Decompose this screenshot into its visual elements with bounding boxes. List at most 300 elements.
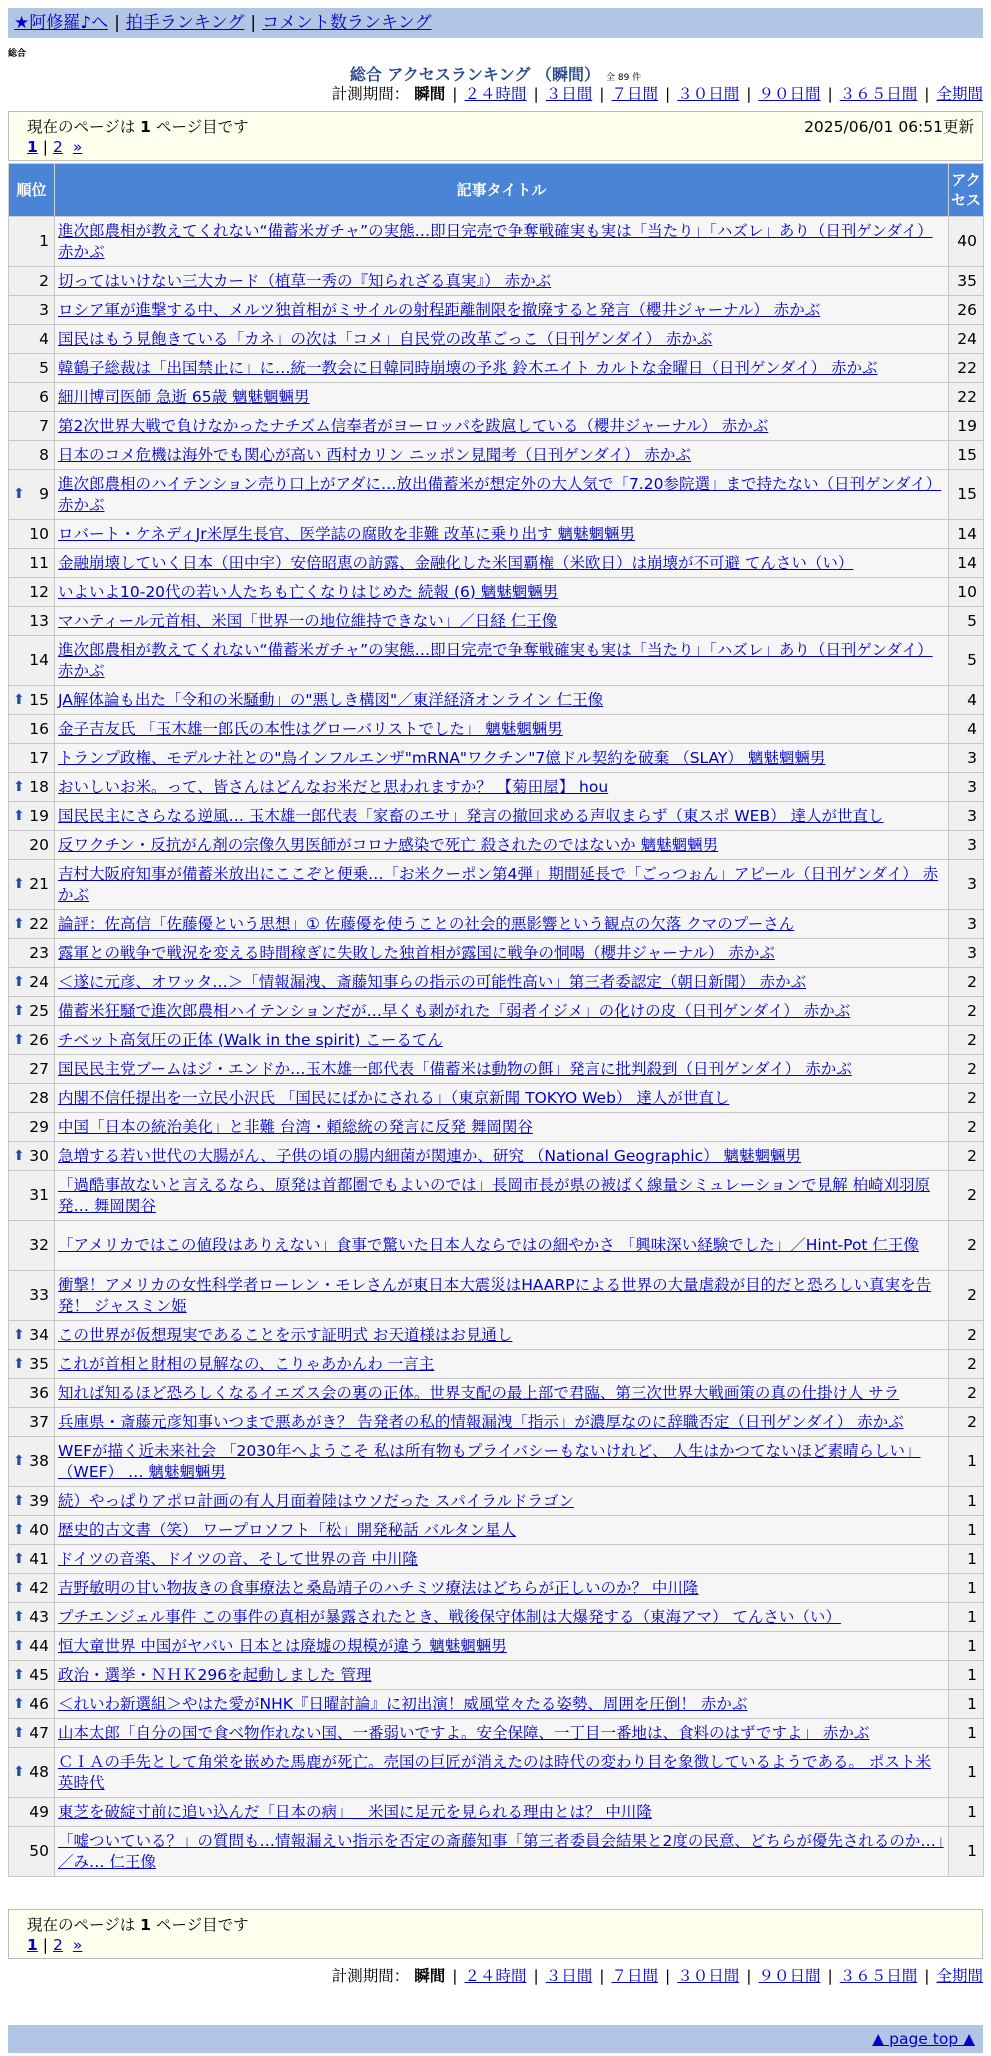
table-row	[9, 1827, 984, 1877]
access-count: 3	[949, 939, 984, 968]
rank-number: 4	[39, 329, 49, 348]
article-title-link[interactable]: 国民民主にさらなる逆風… 玉木雄一郎代表「家畜のエサ」発言の撤回求める声収まらず（東スポ WEB） 達人が世直し	[58, 806, 884, 825]
rank-cell	[9, 1379, 55, 1408]
ranking-title-block	[0, 62, 991, 85]
access-count: 1	[949, 1719, 984, 1748]
access-count: 1	[949, 1437, 984, 1487]
rank-up-arrow-icon: ⬆	[13, 1666, 25, 1683]
rank-number: 47	[29, 1723, 49, 1742]
rank-number: 30	[29, 1146, 49, 1165]
rank-cell	[9, 325, 55, 354]
table-row	[9, 1026, 984, 1055]
title-cell	[55, 802, 949, 831]
title-cell	[55, 1221, 949, 1271]
table-row	[9, 1748, 984, 1798]
article-title-link[interactable]: 「嘘ついている？」の質問も…情報漏えい指示を否定の斎藤知事「第三者委員会結果と2度の民意、どちらが優先されるのか…」／み… 仁王像	[58, 1831, 944, 1871]
table-row	[9, 1661, 984, 1690]
article-title-link[interactable]: ロシア軍が進撃する中、メルツ独首相がミサイルの射程距離制限を撤廃すると発言（櫻井ジャーナル） 赤かぶ	[58, 300, 821, 319]
rank-number: 5	[39, 358, 49, 377]
article-title-link[interactable]: 急増する若い世代の大腸がん、子供の頃の腸内細菌が関連か、研究 （National Geographic） 魑魅魍魎男	[58, 1146, 802, 1165]
period-bottom-365d-link[interactable]: ３６５日間	[839, 1967, 918, 1985]
article-title-link[interactable]: JA解体論も出た「令和の米騒動」の"悪しき構図"／東洋経済オンライン 仁王像	[58, 690, 604, 709]
title-cell	[55, 1113, 949, 1142]
rank-cell	[9, 578, 55, 607]
table-row	[9, 1084, 984, 1113]
rank-up-arrow-icon: ⬆	[13, 1002, 25, 1019]
access-count: 1	[949, 1798, 984, 1827]
table-row	[9, 744, 984, 773]
rank-cell	[9, 549, 55, 578]
access-count: 1	[949, 1748, 984, 1798]
rank-cell	[9, 383, 55, 412]
article-title-link[interactable]: 歴史的古文書（笑） ワープロソフト「松」開発秘話 バルタン星人	[58, 1520, 516, 1539]
rank-up-arrow-icon: ⬆	[13, 1326, 25, 1343]
pager-next-arrow[interactable]: »	[72, 138, 83, 156]
rank-number: 12	[29, 582, 49, 601]
rank-number: 50	[29, 1842, 49, 1860]
rank-number: 40	[29, 1520, 49, 1539]
title-cell	[55, 1055, 949, 1084]
article-title-link[interactable]: 政治・選挙・ＮＨＫ296を起動しました 管理	[58, 1665, 372, 1684]
rank-number: 17	[29, 748, 49, 767]
period-7d-link[interactable]: ７日間	[611, 85, 658, 103]
rank-cell	[9, 1026, 55, 1055]
rank-number: 29	[29, 1117, 49, 1136]
article-title-link[interactable]: おいしいお米。って、皆さんはどんなお米だと思われますか？ 【菊田屋】 hou	[58, 777, 609, 796]
table-row	[9, 715, 984, 744]
page-info: 現在のページは 1 ページ目です	[27, 118, 249, 136]
access-count: 2	[949, 1113, 984, 1142]
access-count: 2	[949, 1350, 984, 1379]
rank-cell	[9, 831, 55, 860]
rank-cell	[9, 968, 55, 997]
table-row	[9, 1142, 984, 1171]
table-row	[9, 968, 984, 997]
title-cell	[55, 860, 949, 910]
access-count: 1	[949, 1690, 984, 1719]
title-cell	[55, 549, 949, 578]
table-row	[9, 860, 984, 910]
rank-cell	[9, 686, 55, 715]
rank-cell	[9, 217, 55, 267]
table-row	[9, 1487, 984, 1516]
article-title-link[interactable]: 続）やっぱりアポロ計画の有人月面着陸はウソだった スパイラルドラゴン	[58, 1491, 574, 1510]
rank-number: 42	[29, 1578, 49, 1597]
rank-up-arrow-icon: ⬆	[13, 691, 25, 708]
rank-up-arrow-icon: ⬆	[13, 876, 25, 892]
article-title-link[interactable]: チベット高気圧の正体 (Walk in the spirit) こーるてん	[58, 1030, 443, 1049]
access-count: 2	[949, 1055, 984, 1084]
access-count: 2	[949, 1142, 984, 1171]
period-all-link[interactable]: 全期間	[936, 85, 983, 103]
rank-number: 13	[29, 611, 49, 630]
access-count: 2	[949, 968, 984, 997]
article-title-link[interactable]: 進次郎農相が教えてくれない“備蓄米ガチャ”の実態…即日完売で争奪戦確実も実は「当たり」「ハズレ」あり（日刊ゲンダイ） 赤かぶ	[58, 640, 933, 680]
access-count: 2	[949, 1408, 984, 1437]
clap-ranking-link[interactable]: 拍手ランキング	[125, 13, 245, 33]
rank-up-arrow-icon: ⬆	[13, 1453, 25, 1469]
access-count: 2	[949, 1379, 984, 1408]
article-title-link[interactable]: 第2次世界大戦で負けなかったナチズム信奉者がヨーロッパを跋扈している（櫻井ジャーナル） 赤かぶ	[58, 416, 769, 435]
period-bottom-24h-link[interactable]: ２４時間	[464, 1967, 527, 1985]
rank-up-arrow-icon: ⬆	[13, 778, 25, 795]
table-row	[9, 607, 984, 636]
title-cell	[55, 1661, 949, 1690]
article-title-link[interactable]: 衝撃！アメリカの女性科学者ローレン・モレさんが東日本大震災はHAARPによる世界の大量虐殺が目的だと恐ろしい真実を告発！ ジャスミン姫	[58, 1275, 932, 1315]
rank-number: 36	[29, 1383, 49, 1402]
rank-cell	[9, 1437, 55, 1487]
article-title-link[interactable]: 進次郎農相が教えてくれない“備蓄米ガチャ”の実態…即日完売で争奪戦確実も実は「当たり」「ハズレ」あり（日刊ゲンダイ） 赤かぶ	[58, 221, 933, 261]
access-count: 1	[949, 1545, 984, 1574]
access-count: 2	[949, 997, 984, 1026]
access-count: 1	[949, 1574, 984, 1603]
rank-number: 25	[29, 1001, 49, 1020]
title-cell	[55, 1350, 949, 1379]
title-cell	[55, 1798, 949, 1827]
article-title-link[interactable]: 吉野敏明の甘い物抜きの食事療法と桑島靖子のハチミツ療法はどちらが正しいのか？ 中川隆	[58, 1578, 699, 1597]
access-count: 3	[949, 831, 984, 860]
total-count: 全 89 件	[606, 73, 642, 83]
rank-cell	[9, 1719, 55, 1748]
access-count: 3	[949, 860, 984, 910]
title-cell	[55, 1748, 949, 1798]
pager-bottom-page-1[interactable]: 1	[27, 1936, 38, 1954]
title-cell	[55, 441, 949, 470]
page-top-link[interactable]: ▲ page top ▲	[872, 2030, 975, 2048]
article-title-link[interactable]: この世界が仮想現実であることを示す証明式 お天道様はお見通し	[58, 1325, 513, 1344]
article-title-link[interactable]: プチエンジェル事件 この事件の真相が暴露されたとき、戦後保守体制は大爆発する（東海アマ） てんさい（い）	[58, 1607, 841, 1626]
ranking-table	[8, 163, 984, 1877]
rank-number: 24	[29, 972, 49, 991]
rank-up-arrow-icon: ⬆	[13, 915, 25, 932]
table-row	[9, 636, 984, 686]
rank-number: 10	[29, 524, 49, 543]
article-title-link[interactable]: 山本太郎「自分の国で食べ物作れない国、一番弱いですよ。安全保障、一丁目一番地は、食料のはずですよ」 赤かぶ	[58, 1723, 870, 1742]
article-title-link[interactable]: 日本のコメ危機は海外でも関心が高い 西村カリン ニッポン見聞考（日刊ゲンダイ） 赤かぶ	[58, 445, 691, 464]
table-row	[9, 1113, 984, 1142]
rank-up-arrow-icon: ⬆	[13, 1550, 25, 1567]
article-title-link[interactable]: 論評：佐高信「佐藤優という思想」① 佐藤優を使うことの社会的悪影響という観点の欠落 クマのプーさん	[58, 914, 795, 933]
title-cell	[55, 412, 949, 441]
rank-cell	[9, 773, 55, 802]
title-cell	[55, 636, 949, 686]
page-info-box-top	[8, 111, 983, 161]
rank-number: 21	[29, 875, 49, 893]
access-count: 1	[949, 1487, 984, 1516]
comment-ranking-link[interactable]: コメント数ランキング	[262, 13, 432, 33]
table-header-row	[9, 164, 984, 217]
rank-up-arrow-icon: ⬆	[13, 807, 25, 824]
rank-cell	[9, 412, 55, 441]
title-cell	[55, 1379, 949, 1408]
period-365d-link[interactable]: ３６５日間	[839, 85, 918, 103]
article-title-link[interactable]: 「アメリカではこの値段はありえない」食事で驚いた日本人ならではの細やかさ 「興味深い経験でした」／Hint-Pot 仁王像	[58, 1236, 919, 1254]
rank-cell	[9, 1487, 55, 1516]
article-title-link[interactable]: 進次郎農相のハイテンション売り口上がアダに…放出備蓄米が想定外の大人気で「7.20参院選」まで持たない（日刊ゲンダイ） 赤かぶ	[58, 474, 942, 514]
rank-cell	[9, 1603, 55, 1632]
rank-cell	[9, 1408, 55, 1437]
rank-number: 46	[29, 1694, 49, 1713]
access-count: 2	[949, 1321, 984, 1350]
table-row	[9, 1379, 984, 1408]
rank-up-arrow-icon: ⬆	[13, 1355, 25, 1372]
title-cell	[55, 1026, 949, 1055]
access-count: 2	[949, 1026, 984, 1055]
title-cell	[55, 1690, 949, 1719]
access-count: 15	[949, 470, 984, 520]
rank-number: 22	[29, 914, 49, 933]
access-count: 19	[949, 412, 984, 441]
period-bottom-7d-link[interactable]: ７日間	[611, 1967, 658, 1985]
article-title-link[interactable]: 「過酷事故ないと言えるなら、原発は首都圏でもよいのでは」長岡市長が県の被ばく線量シミュレーションで見解 柏崎刈羽原発… 舞岡関谷	[58, 1175, 931, 1215]
period-3d-link[interactable]: ３日間	[545, 85, 593, 103]
article-title-link[interactable]: 中国「日本の統治美化」と非難 台湾・頼総統の発言に反発 舞岡関谷	[58, 1117, 533, 1136]
bottom-bar	[8, 2025, 983, 2053]
rank-number: 33	[29, 1286, 49, 1304]
rank-number: 31	[29, 1186, 49, 1204]
article-title-link[interactable]: これが首相と財相の見解なの、こりゃあかんわ 一言主	[58, 1354, 435, 1373]
article-title-link[interactable]: 金融崩壊していく日本（田中宇）安倍昭恵の訪露、金融化した米国覇権（米欧日）は崩壊が不可避 てんさい（い）	[58, 553, 854, 572]
article-title-link[interactable]: 国民はもう見飽きている「カネ」の次は「コメ」自民党の改革ごっこ（日刊ゲンダイ） 赤かぶ	[58, 329, 713, 348]
title-cell	[55, 296, 949, 325]
rank-cell	[9, 1545, 55, 1574]
table-row	[9, 325, 984, 354]
title-cell	[55, 1516, 949, 1545]
article-title-link[interactable]: いよいよ10-20代の若い人たちも亡くなりはじめた 続報 (6) 魑魅魍魎男	[58, 582, 559, 601]
rank-cell	[9, 470, 55, 520]
article-title-link[interactable]: ＜れいわ新選組＞やはた愛がNHK『日曜討論』に初出演！威風堂々たる姿勢、周囲を圧倒！ 赤かぶ	[58, 1694, 748, 1713]
pager-bottom-next-arrow[interactable]: »	[72, 1936, 83, 1954]
rank-cell	[9, 267, 55, 296]
rank-number: 18	[29, 777, 49, 796]
header-title: 記事タイトル	[55, 164, 949, 217]
title-cell	[55, 939, 949, 968]
table-row	[9, 1271, 984, 1321]
rank-up-arrow-icon: ⬆	[13, 1031, 25, 1048]
title-cell	[55, 325, 949, 354]
article-title-link[interactable]: 内閣不信任提出を一立民小沢氏 「国民にばかにされる」（東京新聞 TOKYO Web） 達人が世直し	[58, 1088, 730, 1107]
title-cell	[55, 686, 949, 715]
period-bottom-90d-link[interactable]: ９０日間	[758, 1967, 821, 1985]
article-title-link[interactable]: 備蓄米狂騒で進次郎農相ハイテンションだが…早くも剥がれた「弱者イジメ」の化けの皮（日刊ゲンダイ） 赤かぶ	[58, 1001, 851, 1020]
rank-up-arrow-icon: ⬆	[13, 1147, 25, 1164]
rank-cell	[9, 636, 55, 686]
rank-number: 28	[29, 1088, 49, 1107]
title-cell	[55, 354, 949, 383]
rank-cell	[9, 802, 55, 831]
access-count: 5	[949, 607, 984, 636]
title-cell	[55, 910, 949, 939]
title-cell	[55, 831, 949, 860]
table-row	[9, 1350, 984, 1379]
rank-up-arrow-icon: ⬆	[13, 973, 25, 990]
article-title-link[interactable]: 露軍との戦争で戦況を変える時間稼ぎに失敗した独首相が露国に戦争の恫喝（櫻井ジャーナル） 赤かぶ	[58, 943, 775, 962]
period-current: 瞬間	[414, 85, 446, 103]
pager-bottom: 1 | 2 »	[27, 1936, 83, 1954]
access-count: 14	[949, 549, 984, 578]
title-cell	[55, 383, 949, 412]
rank-up-arrow-icon: ⬆	[13, 1764, 25, 1780]
rank-number: 38	[29, 1452, 49, 1470]
table-row	[9, 1719, 984, 1748]
period-30d-link[interactable]: ３０日間	[677, 85, 740, 103]
title-cell	[55, 607, 949, 636]
rank-cell	[9, 1055, 55, 1084]
table-row	[9, 1055, 984, 1084]
page-info-box-bottom	[8, 1909, 983, 1959]
rank-cell	[9, 520, 55, 549]
title-cell	[55, 997, 949, 1026]
rank-cell	[9, 607, 55, 636]
article-title-link[interactable]: 兵庫県・斎藤元彦知事いつまで悪あがき？ 告発者の私的情報漏洩「指示」が濃厚なのに辞職否定（日刊ゲンダイ） 赤かぶ	[58, 1412, 904, 1431]
access-count: 14	[949, 520, 984, 549]
article-title-link[interactable]: WEFが描く近未来社会 「2030年へようこそ 私は所有物もプライバシーもないけれど、 人生はかつてないほど素晴らしい」 （WEF） … 魑魅魍魎男	[58, 1441, 921, 1481]
table-row	[9, 773, 984, 802]
article-title-link[interactable]: 切ってはいけない三大カード（植草一秀の『知られざる真実』） 赤かぶ	[58, 271, 552, 290]
rank-cell	[9, 1113, 55, 1142]
article-title-link[interactable]: 韓鶴子総裁は「出国禁止に」に…統一教会に日韓同時崩壊の予兆 鈴木エイト カルトな金曜日（日刊ゲンダイ） 赤かぶ	[58, 358, 878, 377]
article-title-link[interactable]: 吉村大阪府知事が備蓄米放出にここぞと便乗…「お米クーポン第4弾」期間延長で「ごっつぉん」アピール（日刊ゲンダイ） 赤かぶ	[58, 864, 939, 904]
access-count: 3	[949, 744, 984, 773]
table-row	[9, 1690, 984, 1719]
article-title-link[interactable]: 細川博司医師 急逝 65歳 魑魅魍魎男	[58, 387, 310, 406]
title-cell	[55, 470, 949, 520]
article-title-link[interactable]: ＜遂に元彦、オワッタ…＞「情報漏洩、斎藤知事らの指示の可能性高い」第三者委認定（朝日新聞） 赤かぶ	[58, 972, 807, 991]
rank-up-arrow-icon: ⬆	[13, 1637, 25, 1654]
pager-page-2[interactable]: 2	[53, 138, 63, 156]
article-title-link[interactable]: 金子吉友氏 「玉木雄一郎氏の本性はグローバリストでした」 魑魅魍魎男	[58, 719, 563, 738]
access-count: 22	[949, 354, 984, 383]
table-row	[9, 383, 984, 412]
access-count: 3	[949, 802, 984, 831]
table-row	[9, 1574, 984, 1603]
rank-cell	[9, 354, 55, 383]
article-title-link[interactable]: 恒大童世界 中国がヤバい 日本とは廃墟の規模が違う 魑魅魍魎男	[58, 1636, 507, 1655]
page-info-bottom: 現在のページは 1 ページ目です	[27, 1916, 249, 1934]
article-title-link[interactable]: ドイツの音楽、ドイツの音、そして世界の音 中川隆	[58, 1549, 418, 1568]
rank-cell	[9, 1084, 55, 1113]
article-title-link[interactable]: ロバート・ケネディJr米厚生長官、医学誌の腐敗を非難 改革に乗り出す 魑魅魍魎男	[58, 524, 635, 543]
access-count: 5	[949, 636, 984, 686]
rank-cell	[9, 1171, 55, 1221]
rank-cell	[9, 1748, 55, 1798]
access-count: 3	[949, 773, 984, 802]
title-cell	[55, 1171, 949, 1221]
article-title-link[interactable]: ＣＩＡの手先として角栄を嵌めた馬鹿が死亡。売国の巨匠が消えたのは時代の変わり目を象徴しているようである。 ポスト米英時代	[58, 1752, 931, 1792]
title-cell	[55, 267, 949, 296]
access-count: 22	[949, 383, 984, 412]
period-bottom-all-link[interactable]: 全期間	[936, 1967, 983, 1985]
period-selector-bottom: 計測期間： 瞬間 | ２４時間 | ３日間 | ７日間 | ３０日間 | ９０日間 | ３６５日間 | 全期間	[331, 1967, 983, 1985]
table-row	[9, 1545, 984, 1574]
updated-timestamp: 2025/06/01 06:51更新	[804, 118, 974, 136]
article-title-link[interactable]: 反ワクチン・反抗がん剤の宗像久男医師がコロナ感染で死亡 殺されたのではないか 魑魅魍魎男	[58, 835, 719, 854]
table-row	[9, 549, 984, 578]
title-cell	[55, 1084, 949, 1113]
rank-cell	[9, 1221, 55, 1271]
access-count: 4	[949, 686, 984, 715]
article-title-link[interactable]: マハティール元首相、米国「世界一の地位維持できない」／日経 仁王像	[58, 611, 558, 630]
rank-number: 11	[29, 553, 49, 572]
period-bottom-30d-link[interactable]: ３０日間	[677, 1967, 740, 1985]
table-row	[9, 802, 984, 831]
article-title-link[interactable]: 知れば知るほど恐ろしくなるイエズス会の裏の正体。世界支配の最上部で君臨、第三次世界大戦画策の真の仕掛け人 サラ	[58, 1383, 900, 1402]
title-cell	[55, 1719, 949, 1748]
title-cell	[55, 1271, 949, 1321]
table-row	[9, 354, 984, 383]
rank-number: 9	[39, 485, 49, 503]
table-row	[9, 296, 984, 325]
rank-number: 45	[29, 1665, 49, 1684]
rank-cell	[9, 1661, 55, 1690]
period-90d-link[interactable]: ９０日間	[758, 85, 821, 103]
access-count: 35	[949, 267, 984, 296]
table-row	[9, 470, 984, 520]
rank-number: 37	[29, 1412, 49, 1431]
header-rank: 順位	[9, 164, 55, 217]
table-row	[9, 441, 984, 470]
rank-up-arrow-icon: ⬆	[13, 486, 25, 502]
title-cell	[55, 1603, 949, 1632]
period-24h-link[interactable]: ２４時間	[464, 85, 527, 103]
access-count: 24	[949, 325, 984, 354]
table-row	[9, 1221, 984, 1271]
table-row	[9, 520, 984, 549]
rank-cell	[9, 939, 55, 968]
article-title-link[interactable]: 国民民主党ブームはジ・エンドか…玉木雄一郎代表「備蓄米は動物の餌」発言に批判殺到（日刊ゲンダイ） 赤かぶ	[58, 1059, 852, 1078]
rank-number: 15	[29, 690, 49, 709]
rank-number: 14	[29, 651, 49, 669]
rank-cell	[9, 1574, 55, 1603]
table-row	[9, 1408, 984, 1437]
period-selector-top: 計測期間： 瞬間 | ２４時間 | ３日間 | ７日間 | ３０日間 | ９０日間 | ３６５日間 | 全期間	[331, 85, 983, 103]
table-row	[9, 578, 984, 607]
table-row	[9, 1632, 984, 1661]
rank-number: 41	[29, 1549, 49, 1568]
rank-up-arrow-icon: ⬆	[13, 1608, 25, 1625]
access-count: 4	[949, 715, 984, 744]
article-title-link[interactable]: 東芝を破綻寸前に追い込んだ「日本の病」＿米国に足元を見られる理由とは？ 中川隆	[58, 1802, 652, 1821]
title-cell	[55, 1321, 949, 1350]
period-bottom-3d-link[interactable]: ３日間	[545, 1967, 593, 1985]
rank-cell	[9, 1350, 55, 1379]
access-count: 26	[949, 296, 984, 325]
rank-up-arrow-icon: ⬆	[13, 1521, 25, 1538]
table-row	[9, 939, 984, 968]
access-count: 1	[949, 1603, 984, 1632]
pager-page-1[interactable]: 1	[27, 138, 38, 156]
article-title-link[interactable]: トランプ政権、モデルナ社との"鳥インフルエンザ"mRNA"ワクチン"7億ドル契約を破棄 （SLAY） 魑魅魍魎男	[58, 748, 826, 767]
access-count: 1	[949, 1632, 984, 1661]
pager-bottom-page-2[interactable]: 2	[53, 1936, 63, 1954]
table-row	[9, 997, 984, 1026]
rank-up-arrow-icon: ⬆	[13, 1492, 25, 1509]
rank-number: 48	[29, 1763, 49, 1781]
rank-cell	[9, 1798, 55, 1827]
access-count: 3	[949, 910, 984, 939]
rank-cell	[9, 860, 55, 910]
title-cell	[55, 1632, 949, 1661]
title-cell	[55, 1574, 949, 1603]
rank-number: 16	[29, 719, 49, 738]
title-cell	[55, 1827, 949, 1877]
rank-up-arrow-icon: ⬆	[13, 1695, 25, 1712]
table-row	[9, 1171, 984, 1221]
asyura-home-link[interactable]: ★阿修羅♪へ	[14, 13, 109, 33]
rank-cell	[9, 1271, 55, 1321]
access-count: 1	[949, 1827, 984, 1877]
header-access: アクセス	[949, 164, 984, 217]
